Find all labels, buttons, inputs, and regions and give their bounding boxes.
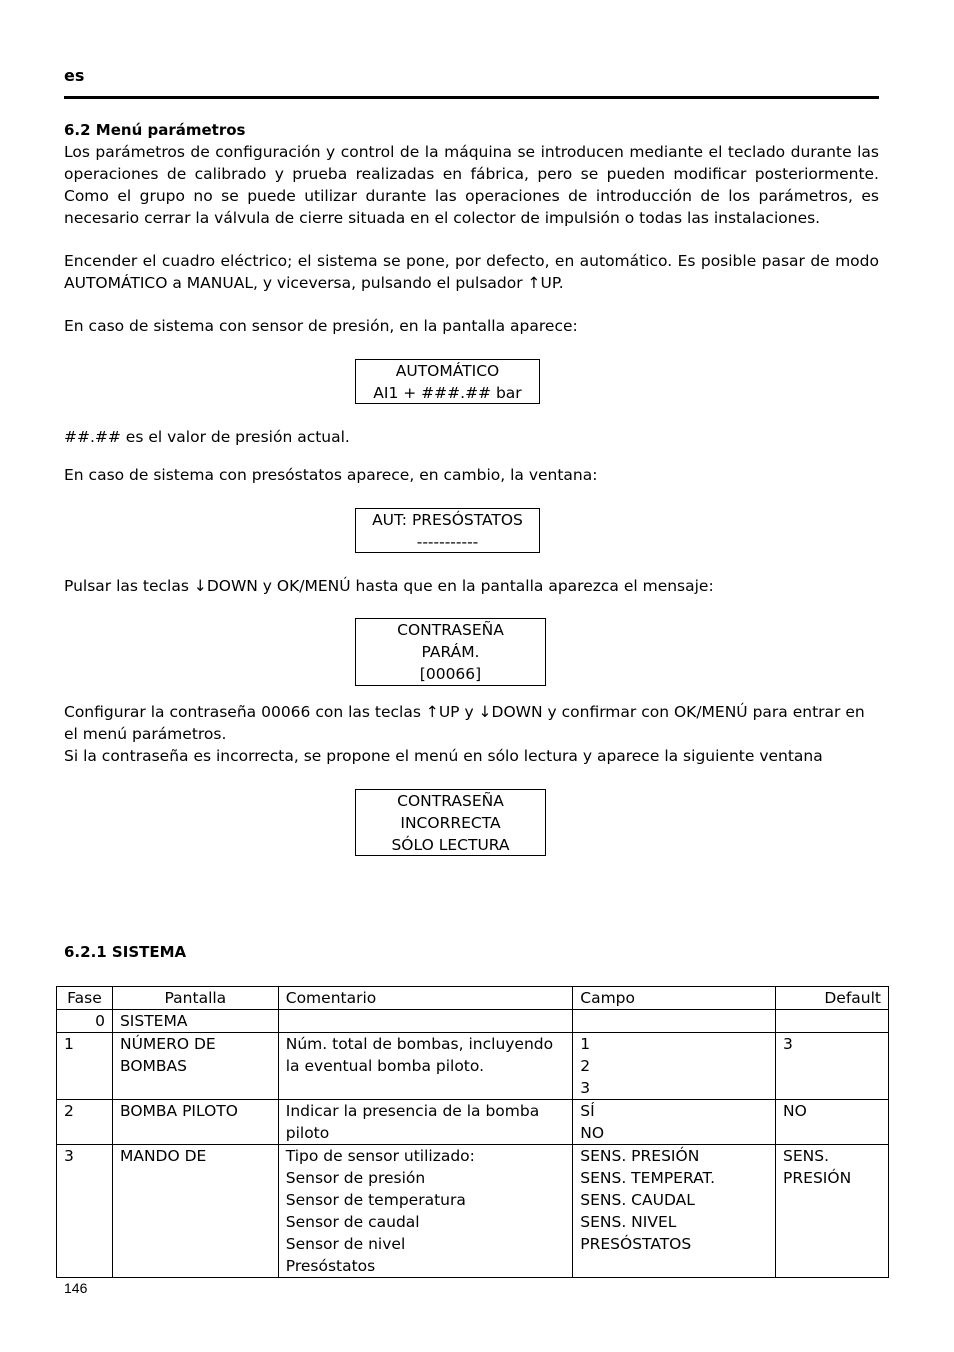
cell-line: SENS. PRESIÓN: [580, 1147, 700, 1165]
cell-line: 1: [580, 1035, 591, 1053]
table-cell: 1: [57, 1033, 113, 1100]
display-line: INCORRECTA: [400, 814, 501, 832]
display-presostatos: [355, 508, 540, 553]
table-row: [57, 1010, 889, 1033]
section-title: 6.2 Menú parámetros: [64, 121, 246, 139]
table-cell: [573, 1100, 776, 1145]
cell-line: SÍ: [580, 1102, 595, 1120]
column-header: Campo: [573, 987, 776, 1010]
table-cell: [278, 1100, 573, 1145]
table-cell: 2: [57, 1100, 113, 1145]
column-header: Default: [776, 987, 889, 1010]
table-cell: [573, 1033, 776, 1100]
cell-line: BOMBAS: [119, 1057, 187, 1075]
table-row: [57, 1033, 889, 1100]
table-header-row: [57, 987, 889, 1010]
display-line: [00066]: [419, 665, 482, 683]
table-row: [57, 1100, 889, 1145]
display-automatico: [355, 359, 540, 404]
page-number: 146: [64, 1280, 88, 1296]
cell-line: 3: [580, 1079, 591, 1097]
table-cell: [278, 1033, 573, 1100]
cell-line: Sensor de caudal: [285, 1213, 420, 1231]
table-cell: [112, 1033, 278, 1100]
table-cell: [776, 1010, 889, 1033]
parameters-table: [56, 986, 889, 1278]
intro-paragraph: Los parámetros de configuración y control de la máquina se introducen mediante el teclado durante las operaciones de calibrado y prueba realizadas en fábrica, pero se pueden modificar posteriormente. Como el grupo no se puede utilizar durante las operaciones de introducción de los parámetros, es necesario cerrar la válvula de cierre situada en el colector de impulsión o todas las instalaciones.: [64, 143, 879, 227]
table-cell: [573, 1010, 776, 1033]
table-cell: BOMBA PILOTO: [112, 1100, 278, 1145]
cell-line: Tipo de sensor utilizado:: [285, 1147, 475, 1165]
cell-line: SENS. NIVEL: [580, 1213, 677, 1231]
pressostat-paragraph: En caso de sistema con presóstatos aparece, en cambio, la ventana:: [64, 466, 598, 484]
display-incorrect-password: [355, 789, 546, 856]
table-cell: 3: [776, 1033, 889, 1100]
display-password: [355, 618, 546, 686]
cell-line: NO: [580, 1124, 605, 1142]
cell-line: Indicar la presencia de la bomba: [285, 1102, 540, 1120]
cell-line: 2: [580, 1057, 591, 1075]
table-cell: SISTEMA: [112, 1010, 278, 1033]
subsection-title: 6.2.1 SISTEMA: [64, 943, 187, 961]
table-cell: 3: [57, 1145, 113, 1278]
language-code: es: [64, 66, 85, 85]
cell-line: SENS. CAUDAL: [580, 1191, 695, 1209]
table-cell: MANDO DE: [112, 1145, 278, 1278]
cell-line: Presóstatos: [285, 1257, 376, 1275]
table-cell: [573, 1145, 776, 1278]
table-cell: NO: [776, 1100, 889, 1145]
wrong-password-paragraph: Si la contraseña es incorrecta, se propone el menú en sólo lectura y aparece la siguiente ventana: [64, 747, 823, 765]
cell-line: Sensor de temperatura: [285, 1191, 466, 1209]
cell-line: Sensor de presión: [285, 1169, 426, 1187]
table-cell: [776, 1145, 889, 1278]
cell-line: PRESIÓN: [783, 1169, 852, 1187]
column-header: Pantalla: [112, 987, 278, 1010]
cell-line: Sensor de nivel: [285, 1235, 406, 1253]
cell-line: NÚMERO DE: [119, 1035, 216, 1053]
display-line: AUT: PRESÓSTATOS: [372, 511, 523, 529]
cell-line: la eventual bomba piloto.: [285, 1057, 485, 1075]
table-cell: [278, 1010, 573, 1033]
display-line: AI1 + ###.## bar: [373, 384, 522, 402]
keys-paragraph: Pulsar las teclas ↓DOWN y OK/MENÚ hasta que en la pantalla aparezca el mensaje:: [64, 577, 714, 595]
display-line: PARÁM.: [421, 643, 480, 661]
power-on-paragraph: Encender el cuadro eléctrico; el sistema se pone, por defecto, en automático. Es posible pasar de modo AUTOMÁTICO a MANUAL, y viceversa, pulsando el pulsador ↑UP.: [64, 252, 879, 292]
cell-line: PRESÓSTATOS: [580, 1235, 692, 1253]
table-cell: [278, 1145, 573, 1278]
display-line: AUTOMÁTICO: [395, 362, 500, 380]
cell-line: piloto: [285, 1124, 330, 1142]
column-header: Fase: [57, 987, 113, 1010]
configure-password-paragraph: Configurar la contraseña 00066 con las teclas ↑UP y ↓DOWN y confirmar con OK/MENÚ para entrar en el menú parámetros.: [64, 703, 865, 743]
header-rule: [64, 96, 879, 99]
pressure-value-note: ##.## es el valor de presión actual.: [64, 428, 350, 446]
pressure-sensor-paragraph: En caso de sistema con sensor de presión, en la pantalla aparece:: [64, 317, 578, 335]
display-line: -----------: [416, 533, 479, 551]
table-cell: 0: [57, 1010, 113, 1033]
cell-line: SENS.: [783, 1147, 830, 1165]
display-line: CONTRASEÑA: [397, 792, 504, 810]
table-row: [57, 1145, 889, 1278]
column-header: Comentario: [278, 987, 573, 1010]
display-line: CONTRASEÑA: [397, 621, 504, 639]
cell-line: SENS. TEMPERAT.: [580, 1169, 716, 1187]
display-line: SÓLO LECTURA: [391, 836, 510, 854]
cell-line: Núm. total de bombas, incluyendo: [285, 1035, 554, 1053]
